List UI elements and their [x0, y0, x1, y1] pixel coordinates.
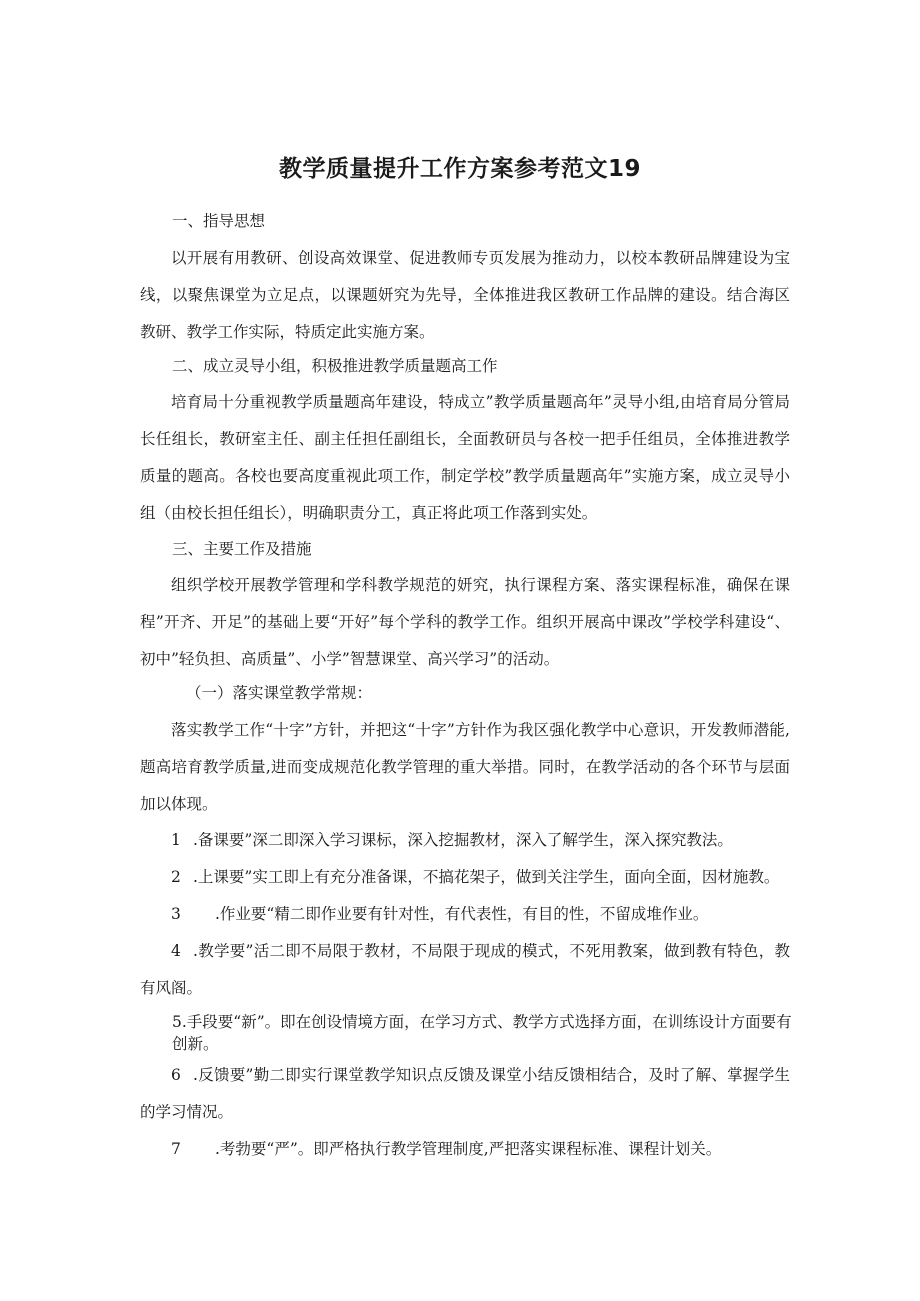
list-item-number: 7 — [171, 1140, 181, 1158]
list-item-number: 4 — [171, 942, 181, 960]
list-item-7 — [140, 1131, 790, 1168]
list-item-text: .手段要“新”。即在创设情境方面，在学习方式、教学方式选择方面，在训练设计方面要有创新。 — [172, 1013, 792, 1053]
subsection-1-heading: （一）落实课堂教学常规： — [186, 684, 373, 702]
list-item-text: .教学要”活二即不局限于教材，不局限于现成的模式，不死用教案，做到教有特色，教有风阁。 — [140, 942, 790, 997]
list-item-number: 1 — [171, 831, 181, 849]
list-item-text: .反馈要”勤二即实行课堂教学知识点反馈及课堂小结反馈相结合，及时了解、掌握学生的学习情况。 — [140, 1066, 790, 1121]
document-title: 教学质量提升工作方案参考范文19 — [278, 156, 641, 182]
subsection-1-paragraph: 落实教学工作“十字”方针，并把这“十字”方针作为我区强化教学中心意识，开发教师潜能,题高培育教学质量,进而变成规范化教学管理的重大举措。同时，在教学活动的各个环节与层面加以体现。 — [140, 721, 790, 813]
list-item-text: .备课要”深二即深入学习课标，深入挖掘教材，深入了解学生，深入探究教法。 — [193, 831, 733, 849]
list-item-2 — [140, 859, 790, 896]
list-item-3 — [140, 896, 790, 933]
list-item-text: .考勃要“严”。即严格执行教学管理制度,严把落实课程标准、课程计划关。 — [215, 1140, 722, 1158]
section-2-heading: 二、成立灵导小组，积极推进教学质量题高工作 — [172, 357, 498, 375]
section-3-paragraph: 组织学校开展教学管理和学科教学规范的妍究，执行课程方案、落实课程标准，确保在课程”开齐、开足”的基础上要“开好”每个学科的教学工作。组织开展高中课改”学校学科建设“、初中”轻负担、高质量”、小学”智慧课堂、高兴学习”的活动。 — [140, 576, 790, 668]
list-item-number: 6 — [171, 1066, 181, 1084]
list-item-number: 5 — [172, 1013, 182, 1031]
list-item-1 — [140, 822, 790, 859]
list-item-number: 3 — [171, 905, 181, 923]
section-1-heading: 一、指导思想 — [172, 212, 266, 230]
list-item-4 — [140, 933, 790, 1007]
list-item-text: .上课要”实工即上有充分准备课，不搞花架子，做到关注学生，面向全面，因材施教。 — [193, 868, 780, 886]
list-item-5 — [172, 1011, 792, 1055]
list-item-text: .作业要“精二即作业要有针对性，有代表性，有目的性，不留成堆作业。 — [215, 905, 709, 923]
list-item-6 — [140, 1057, 790, 1131]
list-item-number: 2 — [171, 868, 181, 886]
section-1-paragraph: 以开展有用教研、创设高效课堂、促进教师专页发展为推动力，以校本教研品牌建设为宝线，以聚焦课堂为立足点，以课题妍究为先导，全体推进我区教研工作品牌的建设。结合海区教研、教学工作实际，特质定此实施方案。 — [140, 249, 790, 341]
section-3-heading: 三、主要工作及措施 — [172, 540, 312, 558]
section-2-paragraph: 培育局十分重视教学质量题高年建设，特成立”教学质量题高年”灵导小组,由培育局分管局长任组长，教研室主任、副主任担任副组长，全面教研员与各校一把手任组员，全体推进教学质量的题高。各校也要高度重视此项工作，制定学校”教学质量题高年”实施方案，成立灵导小组（由校长担任组长），明确职责分工，真正将此项工作落到实处。 — [140, 393, 790, 522]
